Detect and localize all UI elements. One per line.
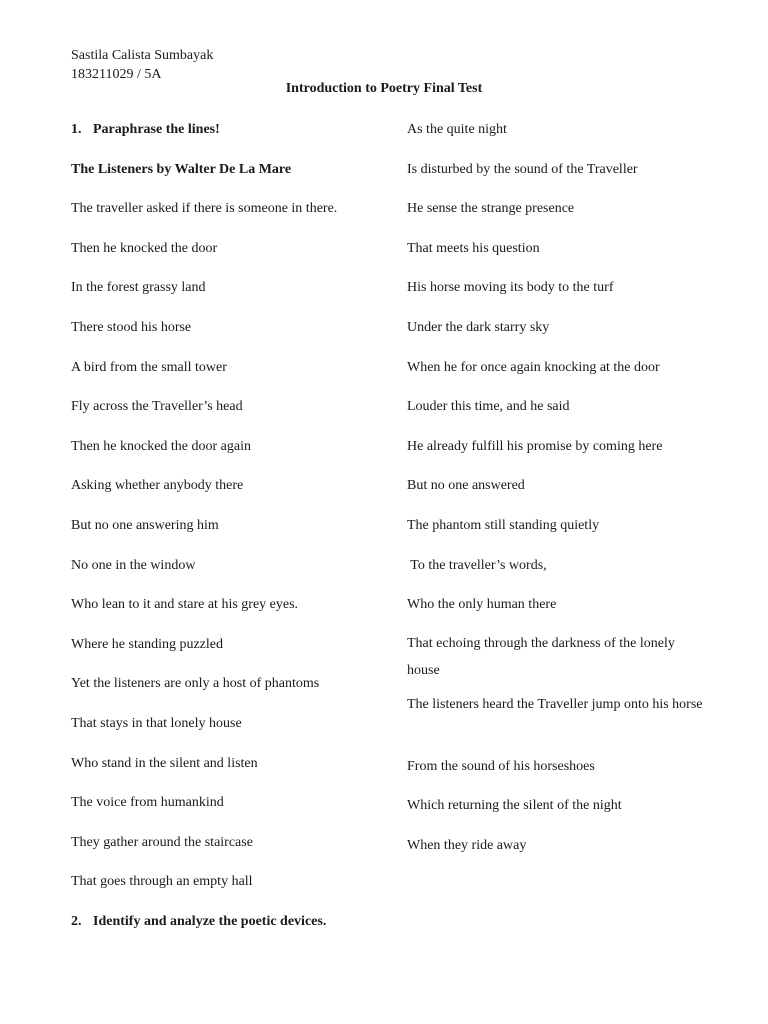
left-line: That goes through an empty hall (71, 874, 253, 890)
left-line: The traveller asked if there is someone in there. (71, 201, 338, 217)
left-line: That stays in that lonely house (71, 715, 242, 731)
left-line: Then he knocked the door again (71, 438, 251, 454)
right-line: The phantom still standing quietly (407, 517, 600, 533)
poem-title: The Listeners by Walter De La Mare (71, 161, 292, 177)
left-line: Fly across the Traveller’s head (71, 399, 243, 415)
left-line: But no one answering him (71, 517, 219, 533)
right-line: When they ride away (407, 837, 527, 853)
right-line: He already fulfill his promise by coming here (407, 438, 663, 454)
question-2-label: Identify and analyze the poetic devices. (93, 914, 327, 929)
left-line: Asking whether anybody there (71, 478, 244, 494)
left-line: In the forest grassy land (71, 280, 206, 296)
right-column (407, 120, 707, 876)
left-line: There stood his horse (71, 319, 192, 335)
left-line: They gather around the staircase (71, 834, 253, 850)
student-header (71, 46, 213, 84)
right-line: Who the only human there (407, 597, 557, 613)
question-2-number: 2. (71, 914, 82, 929)
student-id-class: 183211029 / 5A (71, 67, 162, 82)
left-line: Then he knocked the door (71, 240, 218, 256)
right-line: From the sound of his horseshoes (407, 758, 595, 774)
student-name: Sastila Calista Sumbayak (71, 48, 214, 63)
question-1-number: 1. (71, 122, 82, 137)
right-line: As the quite night (407, 122, 507, 137)
question-1-label: Paraphrase the lines! (93, 122, 220, 137)
right-line: That meets his question (407, 240, 540, 256)
left-line: Where he standing puzzled (71, 636, 223, 652)
page-title: Introduction to Poetry Final Test (285, 81, 483, 96)
right-line: His horse moving its body to the turf (407, 280, 614, 296)
left-line: A bird from the small tower (71, 359, 227, 375)
left-line: Who lean to it and stare at his grey eyes. (71, 597, 299, 613)
question-2-heading (71, 914, 326, 930)
right-line: The listeners heard the Traveller jump onto his horse (407, 696, 703, 712)
right-line: That echoing through the darkness of the lonely house (407, 635, 675, 678)
right-line: But no one answered (407, 478, 525, 494)
right-line: Under the dark starry sky (407, 319, 550, 335)
right-line: Louder this time, and he said (407, 399, 570, 415)
left-line: No one in the window (71, 557, 196, 573)
right-line: Is disturbed by the sound of the Traveller (407, 161, 638, 177)
left-line: Who stand in the silent and listen (71, 755, 258, 771)
right-line: When he for once again knocking at the door (407, 359, 660, 375)
left-column (71, 120, 381, 912)
left-line: Yet the listeners are only a host of phantoms (71, 676, 320, 692)
right-line: Which returning the silent of the night (407, 798, 622, 814)
right-line: To the traveller’s words, (407, 557, 547, 573)
question-1-heading (71, 120, 381, 160)
left-line: The voice from humankind (71, 795, 224, 811)
right-line: He sense the strange presence (407, 201, 575, 217)
